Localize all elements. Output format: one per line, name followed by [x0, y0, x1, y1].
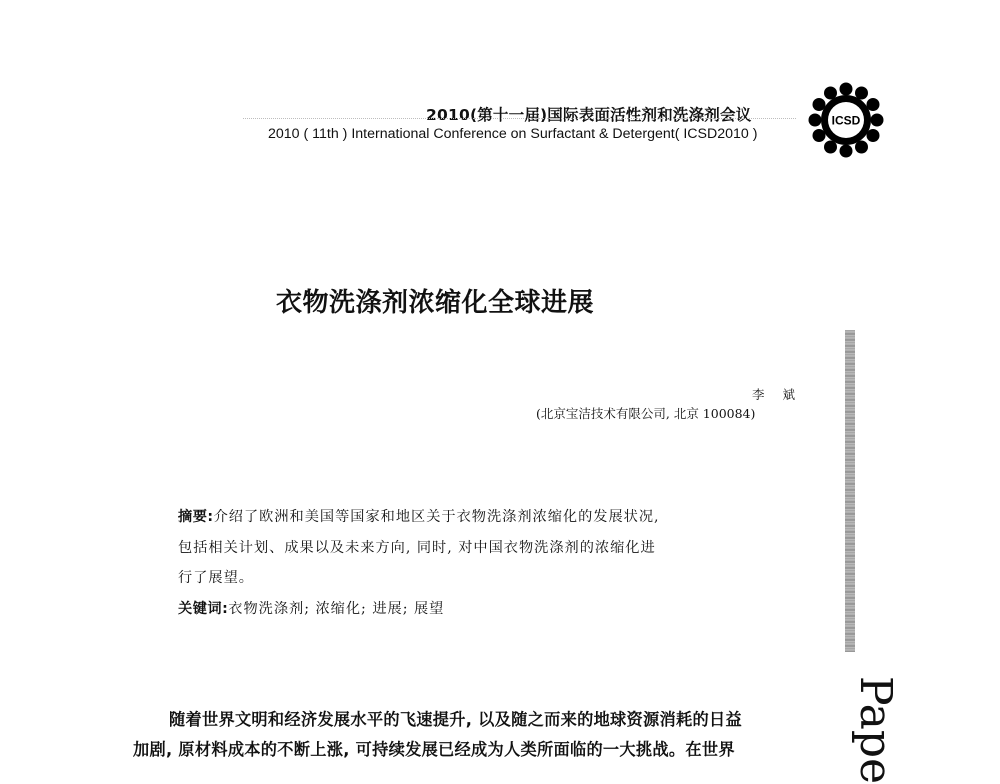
- keywords-label: 关键词:: [178, 601, 229, 617]
- paper-title: 衣物洗涤剂浓缩化全球进展: [276, 288, 595, 318]
- keywords-line: [178, 598, 444, 618]
- side-vertical-word: Pape: [850, 676, 901, 784]
- abstract-line-2: 包括相关计划、成果以及未来方向, 同时, 对中国衣物洗涤剂的浓缩化进: [178, 540, 656, 556]
- abstract-line-1: [178, 506, 660, 526]
- header-divider: [243, 118, 796, 119]
- body-line-1: 随着世界文明和经济发展水平的飞速提升, 以及随之而来的地球资源消耗的日益: [169, 710, 742, 729]
- abstract-line-3: 行了展望。: [178, 570, 254, 586]
- abstract-label: 摘要:: [178, 509, 214, 525]
- keywords-text: 衣物洗涤剂; 浓缩化; 进展; 展望: [228, 601, 445, 617]
- conference-title-en: 2010 ( 11th ) International Conference on Surfactant & Detergent( ICSD2010 ): [268, 126, 758, 142]
- logo-text: ICSD: [831, 113, 861, 128]
- icsd-logo: [808, 82, 884, 158]
- abstract-text-1: 介绍了欧洲和美国等国家和地区关于衣物洗涤剂浓缩化的发展状况,: [213, 509, 660, 525]
- body-line-2: 加剧, 原材料成本的不断上涨, 可持续发展已经成为人类所面临的一大挑战。在世界: [133, 740, 735, 759]
- conference-title-cn: 2010(第十一届)国际表面活性剂和洗涤剂会议: [426, 106, 752, 124]
- author-name: 李 斌: [752, 387, 802, 402]
- author-affiliation: (北京宝洁技术有限公司, 北京 100084): [536, 406, 756, 421]
- side-margin-bar: [845, 330, 855, 652]
